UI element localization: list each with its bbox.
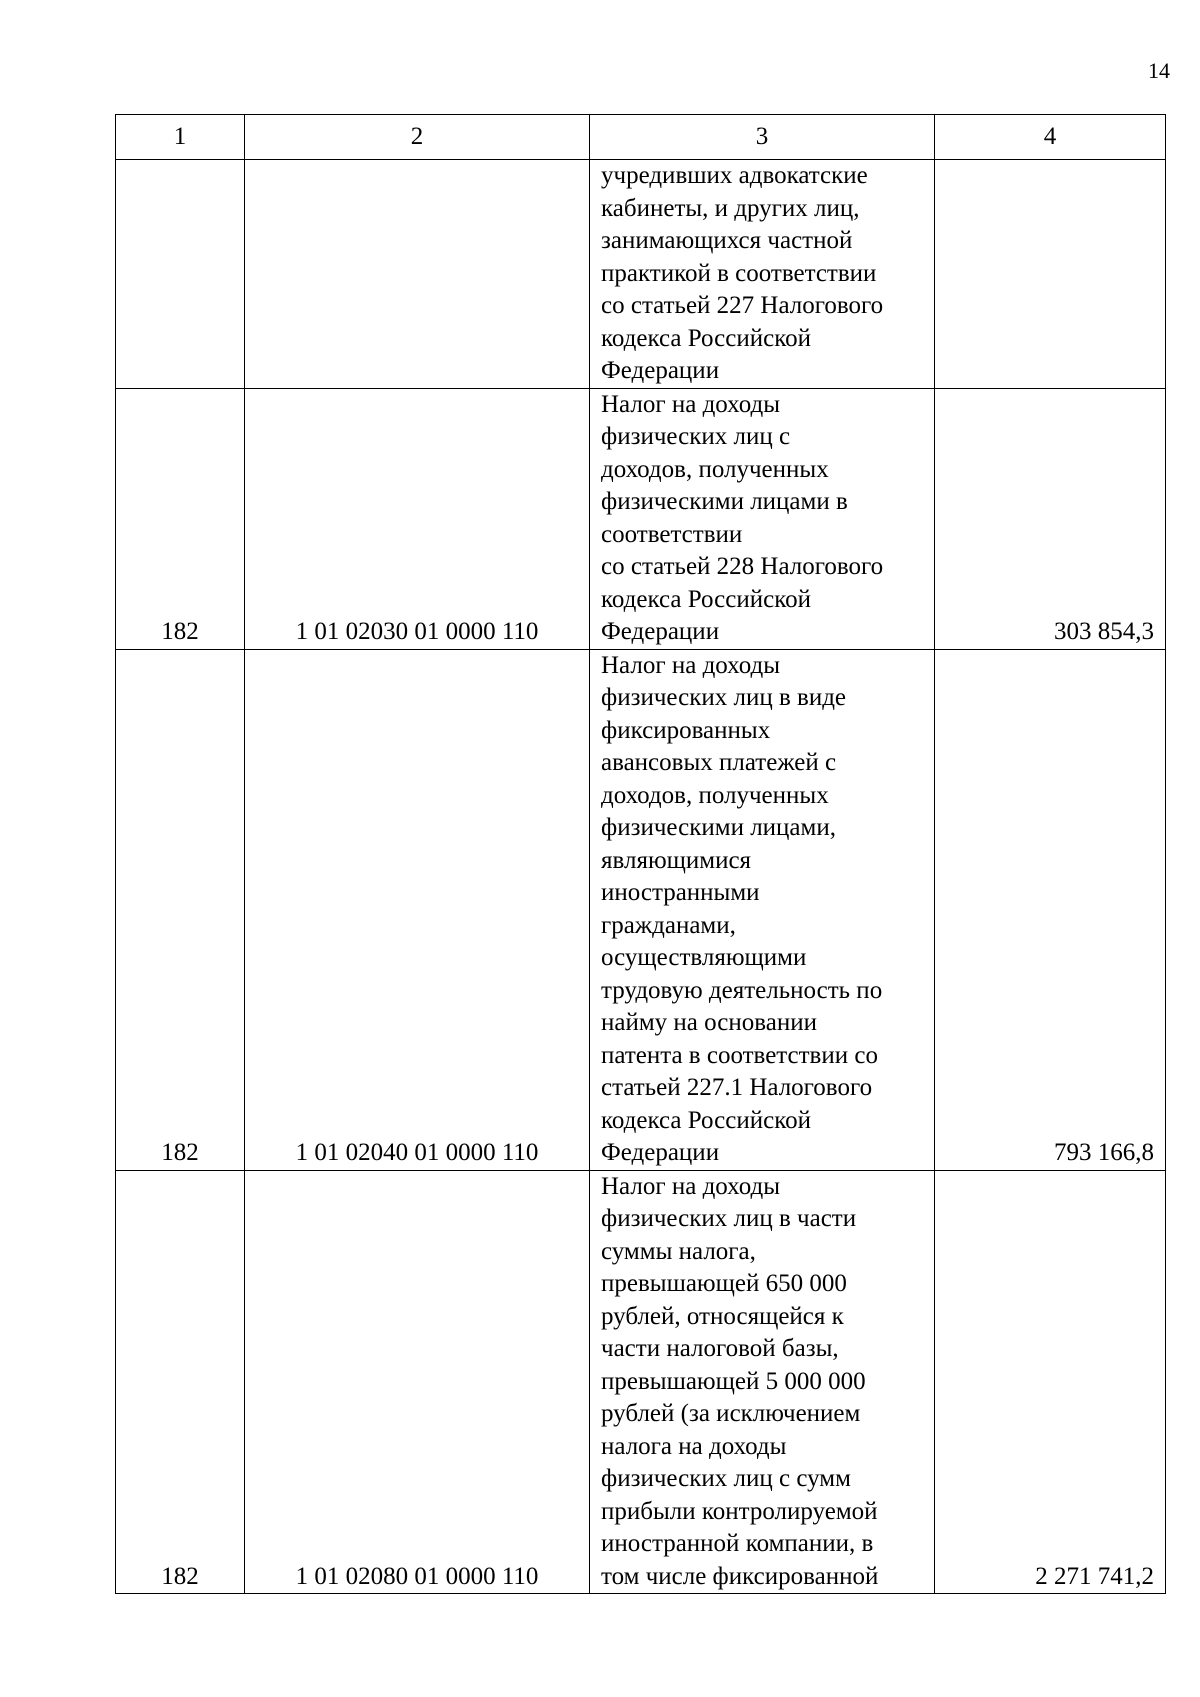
revenue-table (115, 114, 1166, 1594)
description-line: авансовых платежей с (601, 749, 837, 776)
description-line: доходов, полученных (601, 781, 829, 809)
description-line: Налог на доходы (601, 651, 781, 679)
amount-cell: 303 854,3 (935, 388, 1166, 649)
admin-code-cell (116, 160, 245, 389)
description-line: физических лиц с (601, 423, 791, 450)
description-line: кабинеты, и других лиц, (601, 194, 860, 222)
page-number: 14 (1148, 58, 1170, 83)
description-line: патента в соответствии со (601, 1041, 878, 1069)
description-line: со статьей 227 Налогового (601, 292, 884, 319)
description-line: рублей (за исключением (601, 1400, 861, 1427)
description-line: иностранной компании, в (601, 1530, 874, 1557)
amount-cell: 793 166,8 (935, 649, 1166, 1170)
table-row (116, 1170, 1166, 1594)
description-line: иностранными (601, 879, 760, 906)
table-row (116, 388, 1166, 649)
header-col-4: 4 (935, 115, 1166, 160)
kbk-code-cell: 1 01 02040 01 0000 110 (245, 649, 590, 1170)
description-line: Федерации (601, 618, 720, 645)
admin-code-cell: 182 (116, 1170, 245, 1594)
description-line: физических лиц в виде (601, 684, 847, 711)
description-line: суммы налога, (601, 1237, 756, 1265)
description-line: физических лиц в части (601, 1205, 857, 1232)
table-row (116, 649, 1166, 1170)
amount-cell (935, 160, 1166, 389)
header-row (116, 115, 1166, 160)
header-col-1: 1 (116, 115, 245, 160)
description-line: налога на доходы (601, 1432, 787, 1460)
description-line: доходов, полученных (601, 455, 829, 483)
description-line: статьей 227.1 Налогового (601, 1074, 873, 1101)
admin-code-cell: 182 (116, 649, 245, 1170)
admin-code-cell: 182 (116, 388, 245, 649)
kbk-code-cell (245, 160, 590, 389)
description-line: физическими лицами, (601, 814, 836, 841)
description-line: кодекса Российской (601, 324, 811, 352)
description-line: физических лиц с сумм (601, 1465, 851, 1492)
description-line: кодекса Российской (601, 1106, 811, 1134)
description-line: рублей, относящейся к (601, 1302, 844, 1330)
description-line: осуществляющими (601, 944, 807, 971)
description-line: соответствии (601, 520, 743, 548)
description-line: учредивших адвокатские (601, 162, 868, 189)
description-line: гражданами, (601, 911, 736, 939)
description-cell (590, 160, 935, 389)
description-line: со статьей 228 Налогового (601, 553, 884, 580)
description-line: том числе фиксированной (601, 1562, 879, 1590)
description-line: Налог на доходы (601, 390, 781, 418)
description-cell (590, 388, 935, 649)
amount-cell: 2 271 741,2 (935, 1170, 1166, 1594)
description-line: кодекса Российской (601, 585, 811, 613)
description-line: фиксированных (601, 716, 771, 744)
table-row (116, 160, 1166, 389)
description-line: являющимися (601, 846, 752, 874)
description-line: Федерации (601, 357, 720, 384)
header-col-2: 2 (245, 115, 590, 160)
kbk-code-cell: 1 01 02080 01 0000 110 (245, 1170, 590, 1594)
description-line: части налоговой базы, (601, 1335, 839, 1362)
description-cell (590, 1170, 935, 1594)
description-line: превышающей 650 000 (601, 1270, 847, 1297)
description-line: практикой в соответствии (601, 259, 877, 287)
description-line: Федерации (601, 1139, 720, 1166)
description-line: прибыли контролируемой (601, 1497, 878, 1525)
header-col-3: 3 (590, 115, 935, 160)
description-line: превышающей 5 000 000 (601, 1367, 866, 1395)
kbk-code-cell: 1 01 02030 01 0000 110 (245, 388, 590, 649)
description-line: физическими лицами в (601, 488, 848, 515)
description-line: занимающихся частной (601, 227, 853, 254)
description-line: Налог на доходы (601, 1172, 781, 1200)
description-line: найму на основании (601, 1009, 817, 1036)
description-line: трудовую деятельность по (601, 976, 883, 1004)
description-cell (590, 649, 935, 1170)
table-body (116, 160, 1166, 1594)
